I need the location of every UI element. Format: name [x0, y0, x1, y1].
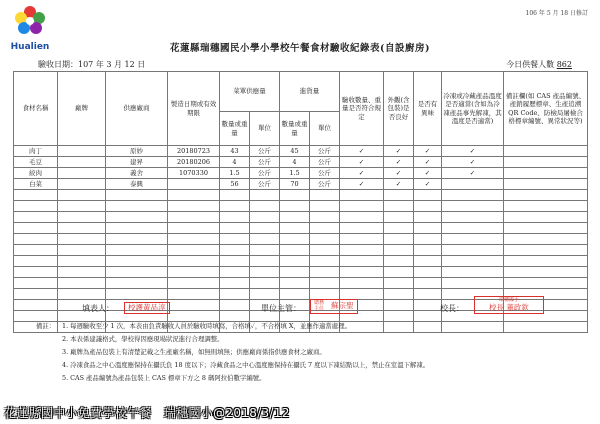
empty-cell	[168, 212, 220, 223]
temp-check-cell: ✓	[442, 168, 504, 179]
in-qty-cell: 1.5	[280, 168, 310, 179]
empty-cell	[384, 289, 414, 300]
empty-cell	[168, 234, 220, 245]
meal-count	[506, 59, 572, 70]
empty-cell	[504, 278, 588, 289]
empty-cell	[442, 256, 504, 267]
empty-cell	[58, 234, 106, 245]
empty-cell	[220, 190, 250, 201]
empty-cell	[168, 245, 220, 256]
date-cell: 20180206	[168, 157, 220, 168]
date-cell	[168, 179, 220, 190]
empty-cell	[280, 201, 310, 212]
note-item: 5. CAS 產品編號為產品包裝上 CAS 標章下方之 8 碼阿拉伯數字編號。	[62, 374, 266, 382]
empty-cell	[58, 256, 106, 267]
empty-cell	[250, 234, 280, 245]
empty-cell	[414, 278, 442, 289]
empty-cell	[384, 245, 414, 256]
empty-cell	[340, 234, 384, 245]
empty-cell	[14, 278, 58, 289]
empty-cell	[384, 278, 414, 289]
header-menu-unit: 單位	[250, 112, 280, 146]
in-unit-cell: 公斤	[310, 179, 340, 190]
packaging-check-cell: ✓	[384, 146, 414, 157]
in-qty-cell: 4	[280, 157, 310, 168]
empty-cell	[58, 289, 106, 300]
header-remarks: 備註欄(如 CAS 產品編號、產銷履歷標章、生產追溯 QR Code、防檢局屠檢合格標章編號、異常狀況等)	[504, 72, 588, 146]
empty-cell	[414, 223, 442, 234]
header-odor: 是否有異味	[414, 72, 442, 146]
empty-cell	[310, 267, 340, 278]
principal-label: 校長：	[440, 304, 464, 313]
empty-cell	[442, 245, 504, 256]
empty-cell	[504, 256, 588, 267]
empty-cell	[384, 223, 414, 234]
empty-cell	[310, 223, 340, 234]
empty-cell	[384, 212, 414, 223]
empty-cell	[442, 190, 504, 201]
empty-cell	[14, 256, 58, 267]
empty-cell	[442, 212, 504, 223]
empty-cell	[310, 234, 340, 245]
notes-label: 備註：	[36, 322, 56, 330]
temp-check-cell: ✓	[442, 146, 504, 157]
empty-table-row	[14, 256, 588, 267]
empty-cell	[58, 212, 106, 223]
empty-cell	[310, 289, 340, 300]
empty-cell	[310, 245, 340, 256]
empty-cell	[14, 223, 58, 234]
filler-label: 填表人：	[82, 304, 114, 313]
empty-table-row	[14, 278, 588, 289]
empty-cell	[106, 267, 168, 278]
note-item: 1. 每週驗收至少 1 次，本表由負責驗收人員於驗收時填寫，合格填✓，不合格填 X，並應作適當處理。	[62, 322, 351, 330]
acceptance-table	[13, 71, 588, 333]
header-delivered-qty: 進貨量	[280, 72, 340, 112]
ingredient-name-cell: 肉丁	[14, 146, 58, 157]
table-row	[14, 146, 588, 157]
empty-cell	[414, 300, 442, 311]
empty-cell	[504, 190, 588, 201]
brand-cell	[58, 146, 106, 157]
empty-cell	[106, 190, 168, 201]
empty-cell	[414, 267, 442, 278]
qty-check-cell: ✓	[340, 168, 384, 179]
empty-cell	[14, 234, 58, 245]
empty-cell	[106, 256, 168, 267]
empty-cell	[168, 190, 220, 201]
empty-cell	[280, 245, 310, 256]
empty-cell	[168, 278, 220, 289]
in-unit-cell: 公斤	[310, 168, 340, 179]
empty-cell	[340, 201, 384, 212]
flower-icon	[14, 4, 46, 40]
empty-cell	[414, 289, 442, 300]
empty-cell	[280, 190, 310, 201]
in-unit-cell: 公斤	[310, 157, 340, 168]
supervisor-stamp-small: 總務主任	[314, 300, 325, 312]
meal-count-value: 862	[556, 60, 572, 69]
header-packaging: 外觀(含包裝)是否良好	[384, 72, 414, 146]
menu-unit-cell: 公斤	[250, 168, 280, 179]
empty-cell	[442, 278, 504, 289]
empty-cell	[168, 289, 220, 300]
menu-qty-cell: 4	[220, 157, 250, 168]
principal-stamp	[474, 296, 544, 314]
empty-cell	[414, 234, 442, 245]
meal-count-label: 今日供餐人數	[506, 60, 555, 69]
table-row	[14, 168, 588, 179]
empty-cell	[106, 278, 168, 289]
empty-cell	[220, 267, 250, 278]
empty-cell	[340, 278, 384, 289]
note-item: 3. 廠牌為產品包裝上有清楚記載之生產廠名稱，如無則填無；供應廠商係指供應食材之廠商。	[62, 348, 326, 356]
empty-cell	[106, 212, 168, 223]
empty-cell	[220, 245, 250, 256]
empty-table-row	[14, 234, 588, 245]
supervisor-label: 單位主管：	[261, 304, 301, 313]
empty-cell	[310, 278, 340, 289]
remark-cell	[504, 168, 588, 179]
table-row	[14, 179, 588, 190]
header-in-qty: 數量或重量	[280, 112, 310, 146]
empty-table-row	[14, 212, 588, 223]
ingredient-name-cell: 絞肉	[14, 168, 58, 179]
empty-cell	[384, 256, 414, 267]
supplier-cell: 義舍	[106, 168, 168, 179]
empty-cell	[250, 223, 280, 234]
empty-cell	[280, 234, 310, 245]
brand-cell	[58, 157, 106, 168]
header-ingredient-name: 食材名稱	[14, 72, 58, 146]
empty-cell	[280, 289, 310, 300]
menu-qty-cell: 43	[220, 146, 250, 157]
in-unit-cell: 公斤	[310, 146, 340, 157]
note-item: 2. 本表係建議格式，學校得因應現場狀況進行合理調整。	[62, 335, 224, 343]
empty-cell	[280, 267, 310, 278]
empty-cell	[168, 256, 220, 267]
empty-cell	[504, 267, 588, 278]
empty-cell	[414, 212, 442, 223]
temp-check-cell	[442, 179, 504, 190]
empty-cell	[384, 190, 414, 201]
empty-cell	[220, 234, 250, 245]
empty-cell	[310, 212, 340, 223]
empty-cell	[58, 278, 106, 289]
empty-cell	[280, 256, 310, 267]
empty-cell	[58, 245, 106, 256]
empty-cell	[504, 245, 588, 256]
empty-cell	[220, 256, 250, 267]
logo-text: Hualien	[10, 42, 50, 52]
temp-check-cell: ✓	[442, 157, 504, 168]
empty-cell	[14, 289, 58, 300]
empty-cell	[442, 201, 504, 212]
empty-cell	[340, 223, 384, 234]
empty-cell	[250, 245, 280, 256]
empty-cell	[442, 223, 504, 234]
empty-cell	[414, 245, 442, 256]
acceptance-date-value: 107 年 3 月 12 日	[78, 60, 146, 69]
empty-table-row	[14, 223, 588, 234]
empty-cell	[310, 201, 340, 212]
empty-cell	[106, 289, 168, 300]
ingredient-name-cell: 毛豆	[14, 157, 58, 168]
odor-check-cell: ✓	[414, 146, 442, 157]
empty-cell	[106, 223, 168, 234]
menu-unit-cell: 公斤	[250, 146, 280, 157]
remark-cell	[504, 157, 588, 168]
empty-cell	[220, 300, 250, 311]
empty-cell	[384, 267, 414, 278]
empty-cell	[310, 256, 340, 267]
empty-cell	[280, 212, 310, 223]
empty-cell	[220, 278, 250, 289]
empty-cell	[106, 234, 168, 245]
header-supplier: 供應廠商	[106, 72, 168, 146]
empty-cell	[58, 190, 106, 201]
empty-cell	[310, 190, 340, 201]
in-qty-cell: 45	[280, 146, 310, 157]
empty-cell	[504, 234, 588, 245]
menu-qty-cell: 56	[220, 179, 250, 190]
header-in-unit: 單位	[310, 112, 340, 146]
empty-cell	[168, 201, 220, 212]
empty-cell	[340, 289, 384, 300]
supervisor-stamp-name: 蘇宗聖	[331, 301, 354, 311]
empty-cell	[220, 289, 250, 300]
revision-date: 106 年 5 月 18 日修訂	[525, 10, 588, 17]
empty-cell	[504, 212, 588, 223]
empty-cell	[280, 278, 310, 289]
note-item: 4. 冷凍食品之中心溫度應保持在攝氏負 18 度以下；冷藏食品之中心溫度應保持在攝氏 7 度以下凍結點以上，禁止在室溫下解凍。	[62, 361, 430, 369]
supplier-cell: 建昇	[106, 157, 168, 168]
empty-cell	[58, 223, 106, 234]
header-cold-storage-temp: 冷凍或冷藏產品溫度是否適當(含如為冷凍產品事先解凍，其溫度是否適當)	[442, 72, 504, 146]
empty-cell	[168, 267, 220, 278]
empty-cell	[384, 201, 414, 212]
supplier-cell: 原妙	[106, 146, 168, 157]
menu-unit-cell: 公斤	[250, 157, 280, 168]
empty-table-row	[14, 201, 588, 212]
filler-stamp: 校護黃品淳	[124, 302, 170, 314]
empty-cell	[250, 190, 280, 201]
empty-cell	[340, 190, 384, 201]
empty-cell	[250, 289, 280, 300]
odor-check-cell: ✓	[414, 168, 442, 179]
empty-cell	[14, 267, 58, 278]
table-row	[14, 157, 588, 168]
empty-cell	[340, 212, 384, 223]
remark-cell	[504, 179, 588, 190]
empty-cell	[504, 201, 588, 212]
page-title: 花蓮縣瑞穗國民小學小學校午餐食材驗收紀錄表(自設廚房)	[170, 43, 430, 54]
empty-cell	[414, 190, 442, 201]
empty-cell	[220, 201, 250, 212]
empty-cell	[250, 267, 280, 278]
supplier-cell: 泰興	[106, 179, 168, 190]
notes	[36, 320, 586, 385]
packaging-check-cell: ✓	[384, 157, 414, 168]
odor-check-cell: ✓	[414, 179, 442, 190]
empty-cell	[340, 256, 384, 267]
qty-check-cell: ✓	[340, 157, 384, 168]
empty-cell	[168, 300, 220, 311]
date-cell: 20180723	[168, 146, 220, 157]
brand-cell	[58, 168, 106, 179]
empty-cell	[340, 267, 384, 278]
qty-check-cell: ✓	[340, 146, 384, 157]
empty-cell	[220, 212, 250, 223]
empty-cell	[14, 245, 58, 256]
empty-cell	[384, 234, 414, 245]
header-purchase-qty: 菜單供應量	[220, 72, 280, 112]
header-menu-qty: 數量或重量	[220, 112, 250, 146]
empty-cell	[14, 190, 58, 201]
ingredient-name-cell: 白菜	[14, 179, 58, 190]
empty-cell	[250, 278, 280, 289]
empty-cell	[168, 223, 220, 234]
empty-cell	[414, 256, 442, 267]
photo-caption: 花蓮縣國中小免費學校午餐 瑞穗國小@2018/3/12	[4, 406, 290, 420]
empty-cell	[14, 300, 58, 311]
header-manufacture-date: 製造日期或有效期限	[168, 72, 220, 146]
empty-cell	[58, 267, 106, 278]
empty-cell	[384, 300, 414, 311]
notes-list	[36, 320, 586, 385]
empty-cell	[414, 201, 442, 212]
empty-cell	[442, 267, 504, 278]
qty-check-cell: ✓	[340, 179, 384, 190]
empty-cell	[280, 223, 310, 234]
empty-cell	[250, 212, 280, 223]
header-qty-weight-ok: 驗收數量、重量是否符合規定	[340, 72, 384, 146]
packaging-check-cell: ✓	[384, 168, 414, 179]
principal-stamp-small: 瑞穗國小	[498, 297, 519, 303]
odor-check-cell: ✓	[414, 157, 442, 168]
packaging-check-cell: ✓	[384, 179, 414, 190]
empty-cell	[14, 212, 58, 223]
date-cell: 1070330	[168, 168, 220, 179]
empty-cell	[58, 201, 106, 212]
empty-cell	[250, 201, 280, 212]
empty-cell	[106, 245, 168, 256]
acceptance-date	[38, 59, 145, 70]
acceptance-date-label: 驗收日期：	[38, 60, 78, 69]
empty-table-row	[14, 245, 588, 256]
empty-cell	[220, 223, 250, 234]
empty-cell	[14, 201, 58, 212]
brand-cell	[58, 179, 106, 190]
remark-cell	[504, 146, 588, 157]
empty-table-row	[14, 267, 588, 278]
in-qty-cell: 70	[280, 179, 310, 190]
supervisor-stamp	[310, 299, 358, 314]
menu-unit-cell: 公斤	[250, 179, 280, 190]
empty-cell	[106, 201, 168, 212]
empty-cell	[504, 223, 588, 234]
header-brand: 廠牌	[58, 72, 106, 146]
empty-cell	[442, 234, 504, 245]
menu-qty-cell: 1.5	[220, 168, 250, 179]
principal-stamp-name: 校長 董政欽	[489, 302, 529, 312]
empty-table-row	[14, 190, 588, 201]
empty-cell	[250, 256, 280, 267]
empty-cell	[340, 245, 384, 256]
